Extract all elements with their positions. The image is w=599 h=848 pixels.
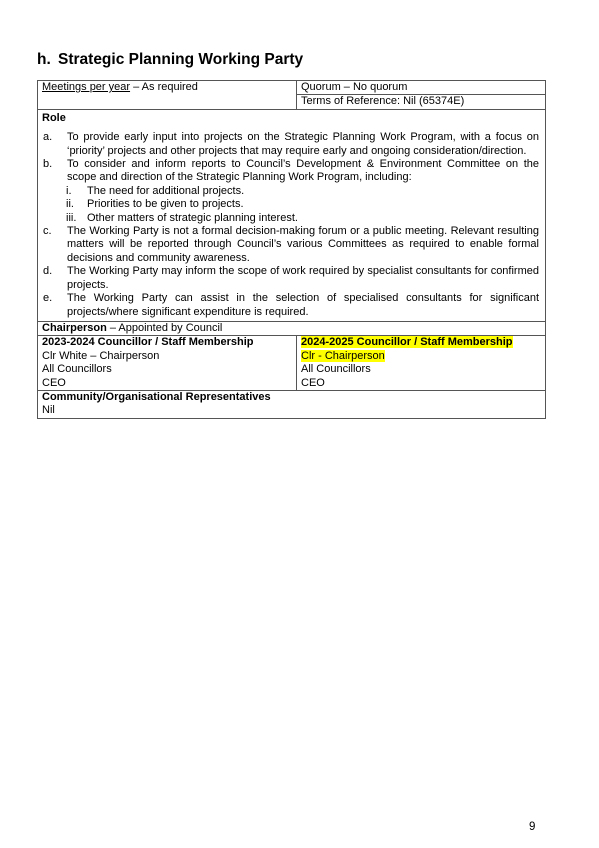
membership-2023-header: 2023-2024 Councillor / Staff Membership bbox=[42, 336, 254, 349]
role-label: Role bbox=[42, 111, 66, 124]
role-list bbox=[42, 131, 541, 319]
section-heading bbox=[37, 51, 303, 69]
committee-table bbox=[37, 80, 546, 419]
role-sub-text: Other matters of strategic planning interest. bbox=[87, 211, 298, 224]
role-item-d bbox=[42, 265, 541, 292]
meetings-quorum-row bbox=[38, 81, 545, 110]
section-title: Strategic Planning Working Party bbox=[58, 51, 304, 68]
membership-2024-ceo: CEO bbox=[301, 376, 325, 389]
community-row bbox=[38, 391, 545, 419]
role-sub-text: Priorities to be given to projects. bbox=[87, 198, 244, 211]
role-subitem-iii bbox=[66, 212, 541, 225]
role-text: To provide early input into projects on the Strategic Planning Work Program, with a focus on ‘priority’ projects and other projects that may require early and ongoing consideration/direction. bbox=[67, 131, 539, 157]
role-subitem-ii bbox=[66, 198, 541, 211]
membership-2023-cell bbox=[38, 336, 297, 390]
membership-2024-header: 2024-2025 Councillor / Staff Membership bbox=[301, 336, 513, 349]
role-cell bbox=[38, 110, 545, 321]
role-sub-text: The need for additional projects. bbox=[87, 184, 245, 197]
membership-2024-councillors: All Councillors bbox=[301, 363, 371, 376]
chairperson-value: – Appointed by Council bbox=[106, 321, 223, 334]
role-text: The Working Party is not a formal decision-making forum or a public meeting. Relevant resulting matters will be reported through Council’s various Committees as required to enable formal decisions and community awareness. bbox=[67, 225, 539, 264]
role-marker: a. bbox=[43, 131, 53, 144]
membership-2023-chair: Clr White – Chairperson bbox=[42, 349, 160, 362]
membership-row bbox=[38, 336, 545, 391]
role-text: The Working Party may inform the scope of work required by specialist consultants for confirmed projects. bbox=[67, 265, 539, 291]
role-sub-marker: ii. bbox=[66, 198, 74, 211]
role-sub-marker: i. bbox=[66, 184, 72, 197]
role-item-e bbox=[42, 292, 541, 319]
membership-2023-ceo: CEO bbox=[42, 376, 66, 389]
membership-2024-cell bbox=[297, 336, 545, 390]
terms-text: Terms of Reference: Nil (65374E) bbox=[301, 95, 465, 108]
quorum-text: Quorum – No quorum bbox=[297, 81, 545, 95]
role-sub-marker: iii. bbox=[66, 211, 77, 224]
page-number: 9 bbox=[529, 821, 536, 833]
community-cell bbox=[38, 391, 545, 418]
chairperson-row bbox=[38, 322, 545, 336]
chairperson-cell bbox=[38, 322, 545, 335]
section-letter: h. bbox=[37, 51, 51, 68]
membership-2024-chair: Clr - Chairperson bbox=[301, 349, 385, 362]
role-marker: e. bbox=[43, 292, 53, 305]
role-text: To consider and inform reports to Council’s Development & Environment Committee on the scope and direction of the Strategic Planning Work Program, including: bbox=[67, 158, 539, 184]
role-subitem-i bbox=[66, 185, 541, 198]
community-value: Nil bbox=[42, 404, 55, 417]
quorum-terms-cell bbox=[297, 81, 545, 109]
role-marker: b. bbox=[43, 158, 53, 171]
role-marker: c. bbox=[43, 225, 52, 238]
role-row bbox=[38, 110, 545, 322]
meetings-label: Meetings per year bbox=[42, 81, 131, 93]
role-marker: d. bbox=[43, 265, 53, 278]
meetings-cell bbox=[38, 81, 297, 109]
membership-2023-councillors: All Councillors bbox=[42, 363, 112, 376]
role-text: The Working Party can assist in the selection of specialised consultants for significant projects/where significant expenditure is required. bbox=[67, 292, 539, 318]
chairperson-label: Chairperson bbox=[42, 321, 107, 334]
role-item-b bbox=[42, 158, 541, 185]
community-header: Community/Organisational Representatives bbox=[42, 390, 271, 403]
role-item-c bbox=[42, 225, 541, 265]
role-item-a bbox=[42, 131, 541, 158]
meetings-value: – As required bbox=[130, 81, 198, 93]
